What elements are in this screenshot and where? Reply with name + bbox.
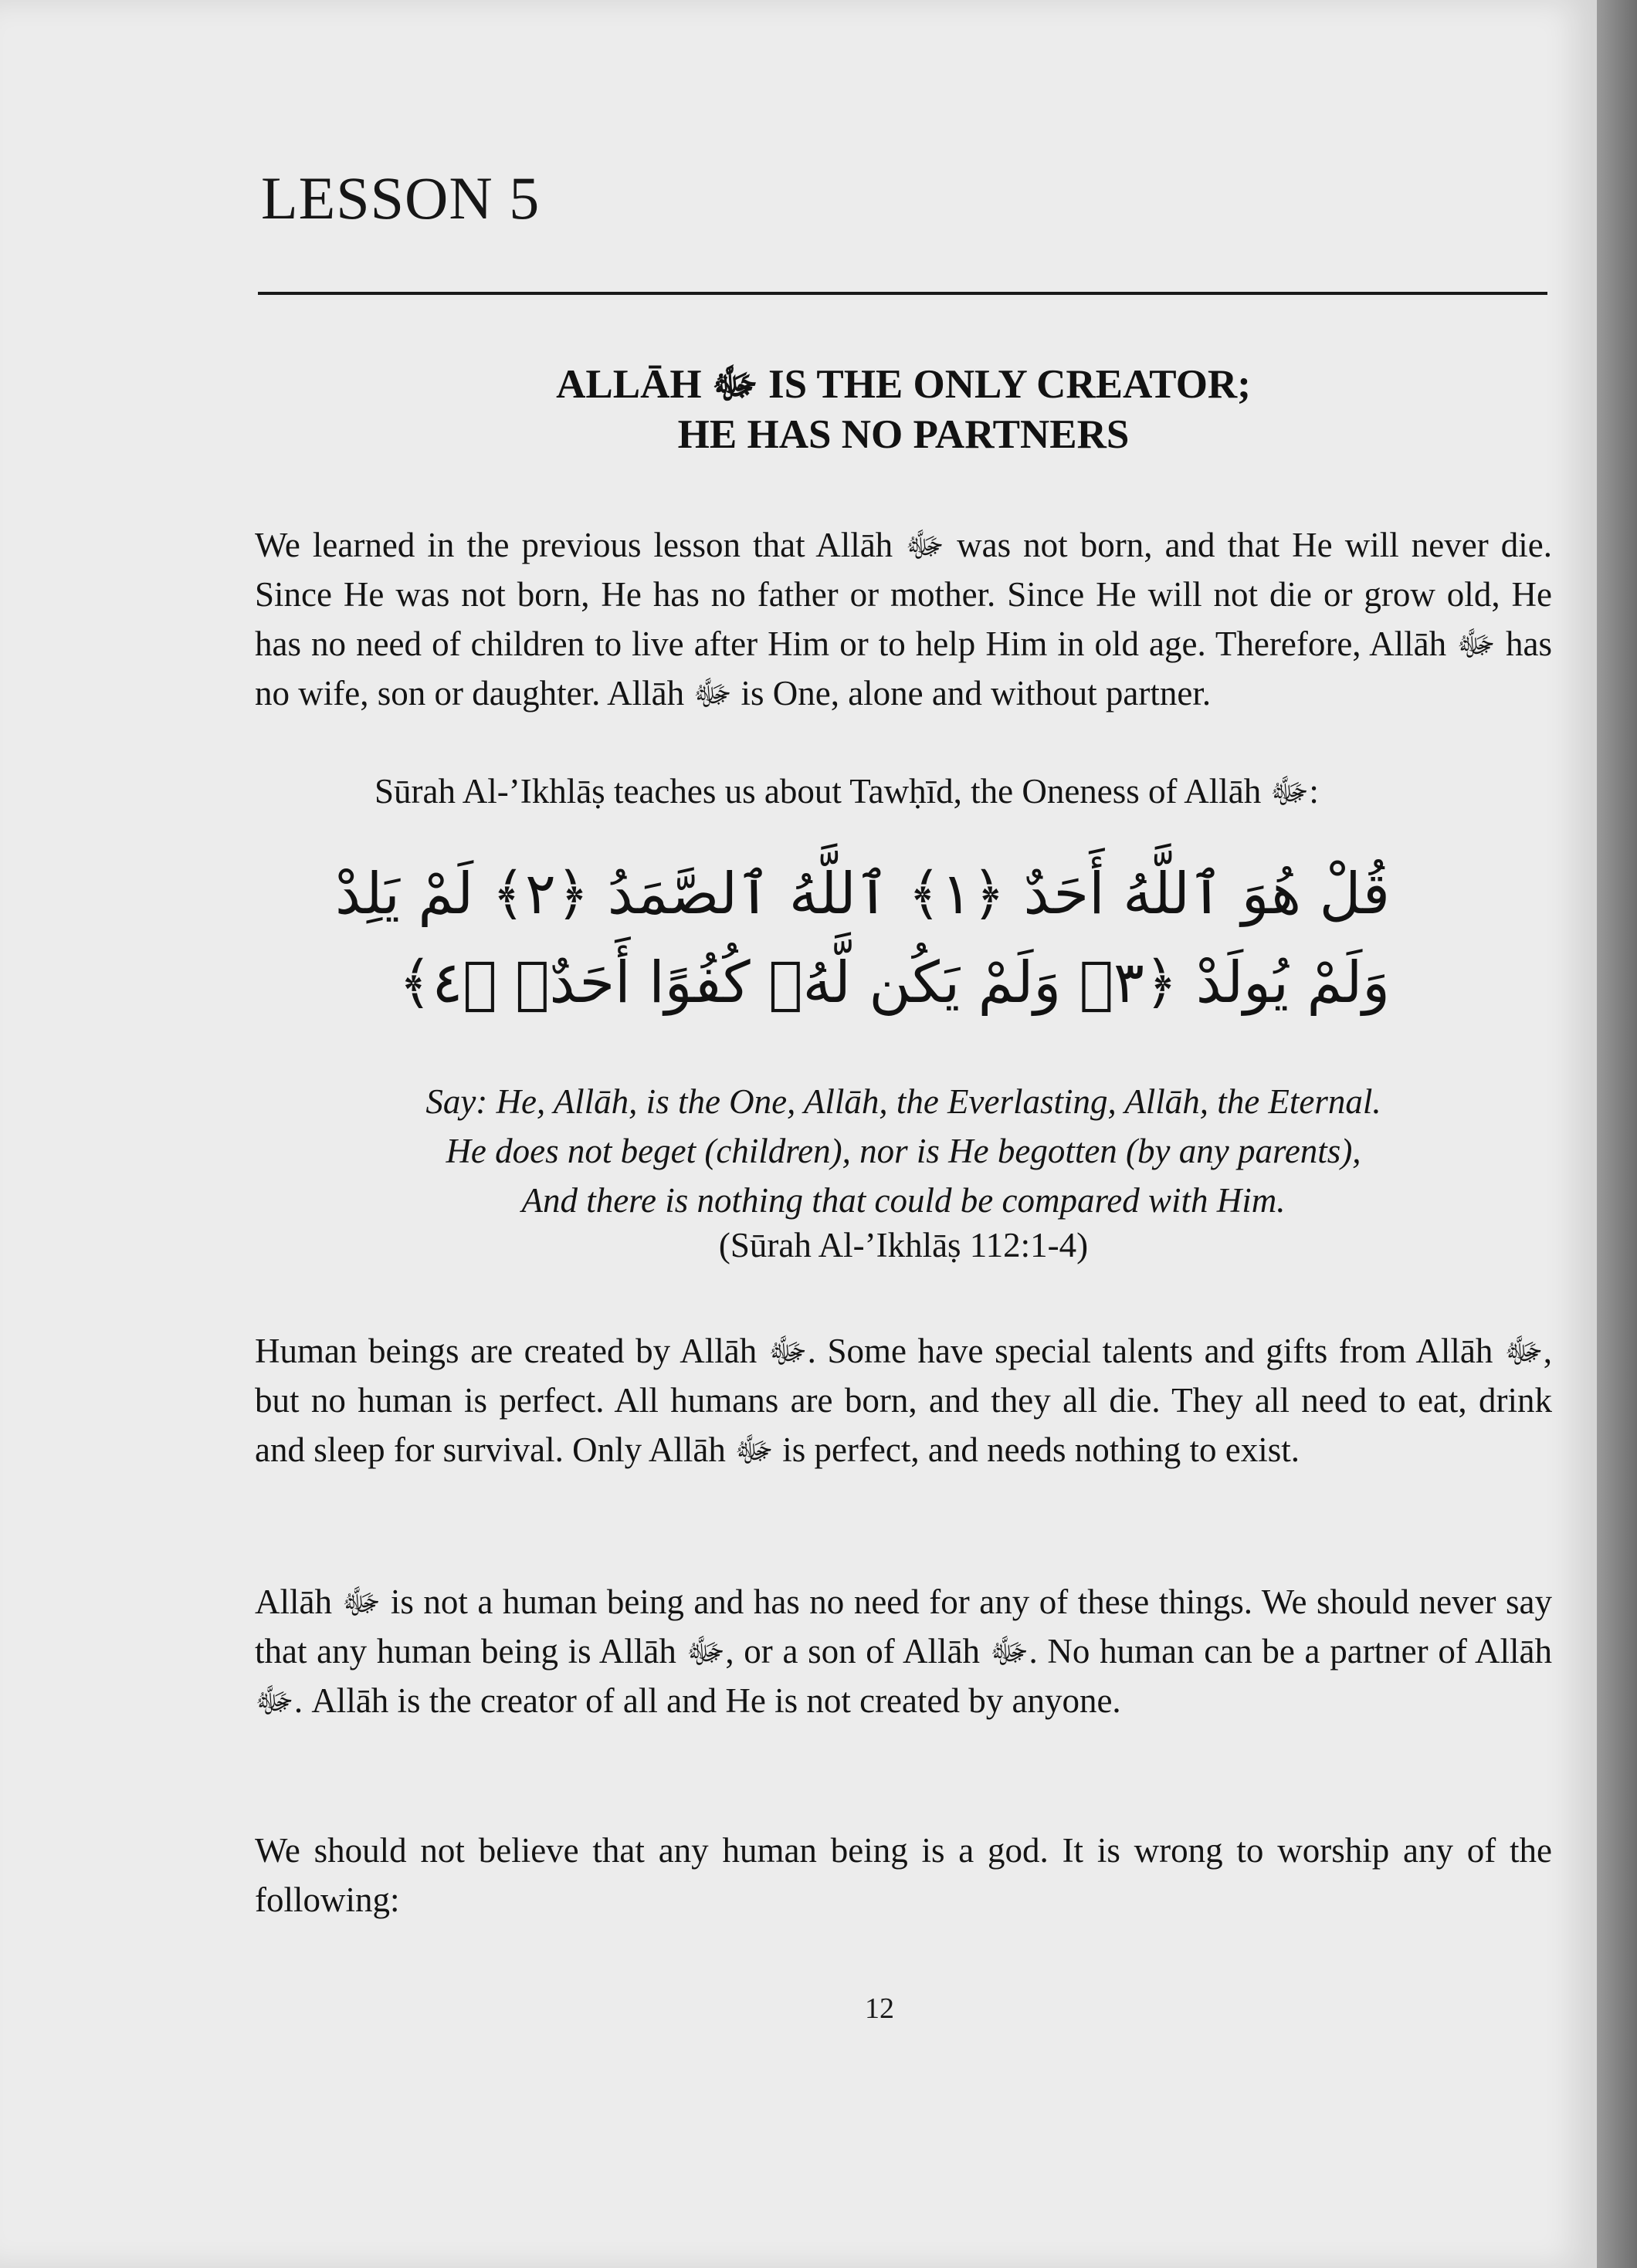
translation-line-1: Say: He, Allāh, is the One, Allāh, the Everlasting, Allāh, the Eternal. bbox=[425, 1082, 1381, 1121]
lesson-title: LESSON 5 bbox=[261, 164, 541, 232]
verse-translation bbox=[255, 1077, 1552, 1225]
surah-reference: (Sūrah Al-’Ikhlāṣ 112:1-4) bbox=[718, 1226, 1089, 1264]
arabic-verse-line-2: وَلَمْ يُولَدْ ﴿٣﴾ وَلَمْ يَكُن لَّهُۥ كُفُوًا أَحَدٌۢ ﴿٤﴾ bbox=[398, 950, 1390, 1016]
paragraph-4: We should not believe that any human being is a god. It is wrong to worship any of the following: bbox=[255, 1831, 1552, 1919]
translation-line-3: And there is nothing that could be compared with Him. bbox=[521, 1181, 1286, 1220]
surah-intro: Sūrah Al-’Ikhlāṣ teaches us about Tawḥīd, the Oneness of Allāh ﷻ: bbox=[375, 772, 1319, 811]
heading-line-2: HE HAS NO PARTNERS bbox=[677, 412, 1130, 457]
title-rule bbox=[258, 292, 1547, 295]
page-number: 12 bbox=[865, 1992, 894, 2025]
paragraph-2: Human beings are created by Allāh ﷻ. Some have special talents and gifts from Allāh ﷻ, but no human is perfect. All humans are born, and they all die. They all need to eat, drink and sleep for survival. Only Allāh ﷻ is perfect, and needs nothing to exist. bbox=[255, 1332, 1553, 1469]
paragraph-3: Allāh ﷻ is not a human being and has no need for any of these things. We should never say that any human being is Allāh ﷻ, or a son of Allāh ﷻ. No human can be a partner of Allāh ﷻ. Allāh is the creator of all and He is not created by anyone. bbox=[255, 1583, 1552, 1720]
book-binding-edge bbox=[1597, 0, 1637, 2268]
translation-line-2: He does not beget (children), nor is He begotten (by any parents), bbox=[446, 1132, 1361, 1170]
paragraph-1: We learned in the previous lesson that Allāh ﷻ was not born, and that He will never die. Since He was not born, He has no father or mother. Since He will not die or grow old, He has no need of children to live after Him or to help Him in old age. Therefore, Allāh ﷻ has no wife, son or daughter. Allāh ﷻ is One, alone and without partner. bbox=[255, 526, 1553, 713]
arabic-verse-line-1: قُلْ هُوَ ٱللَّهُ أَحَدٌ ﴿١﴾ ٱللَّهُ ٱلصَّمَدُ ﴿٢﴾ لَمْ يَلِدْ bbox=[334, 861, 1390, 927]
heading-line-1: ALLĀH ﷻ IS THE ONLY CREATOR; bbox=[556, 362, 1251, 407]
